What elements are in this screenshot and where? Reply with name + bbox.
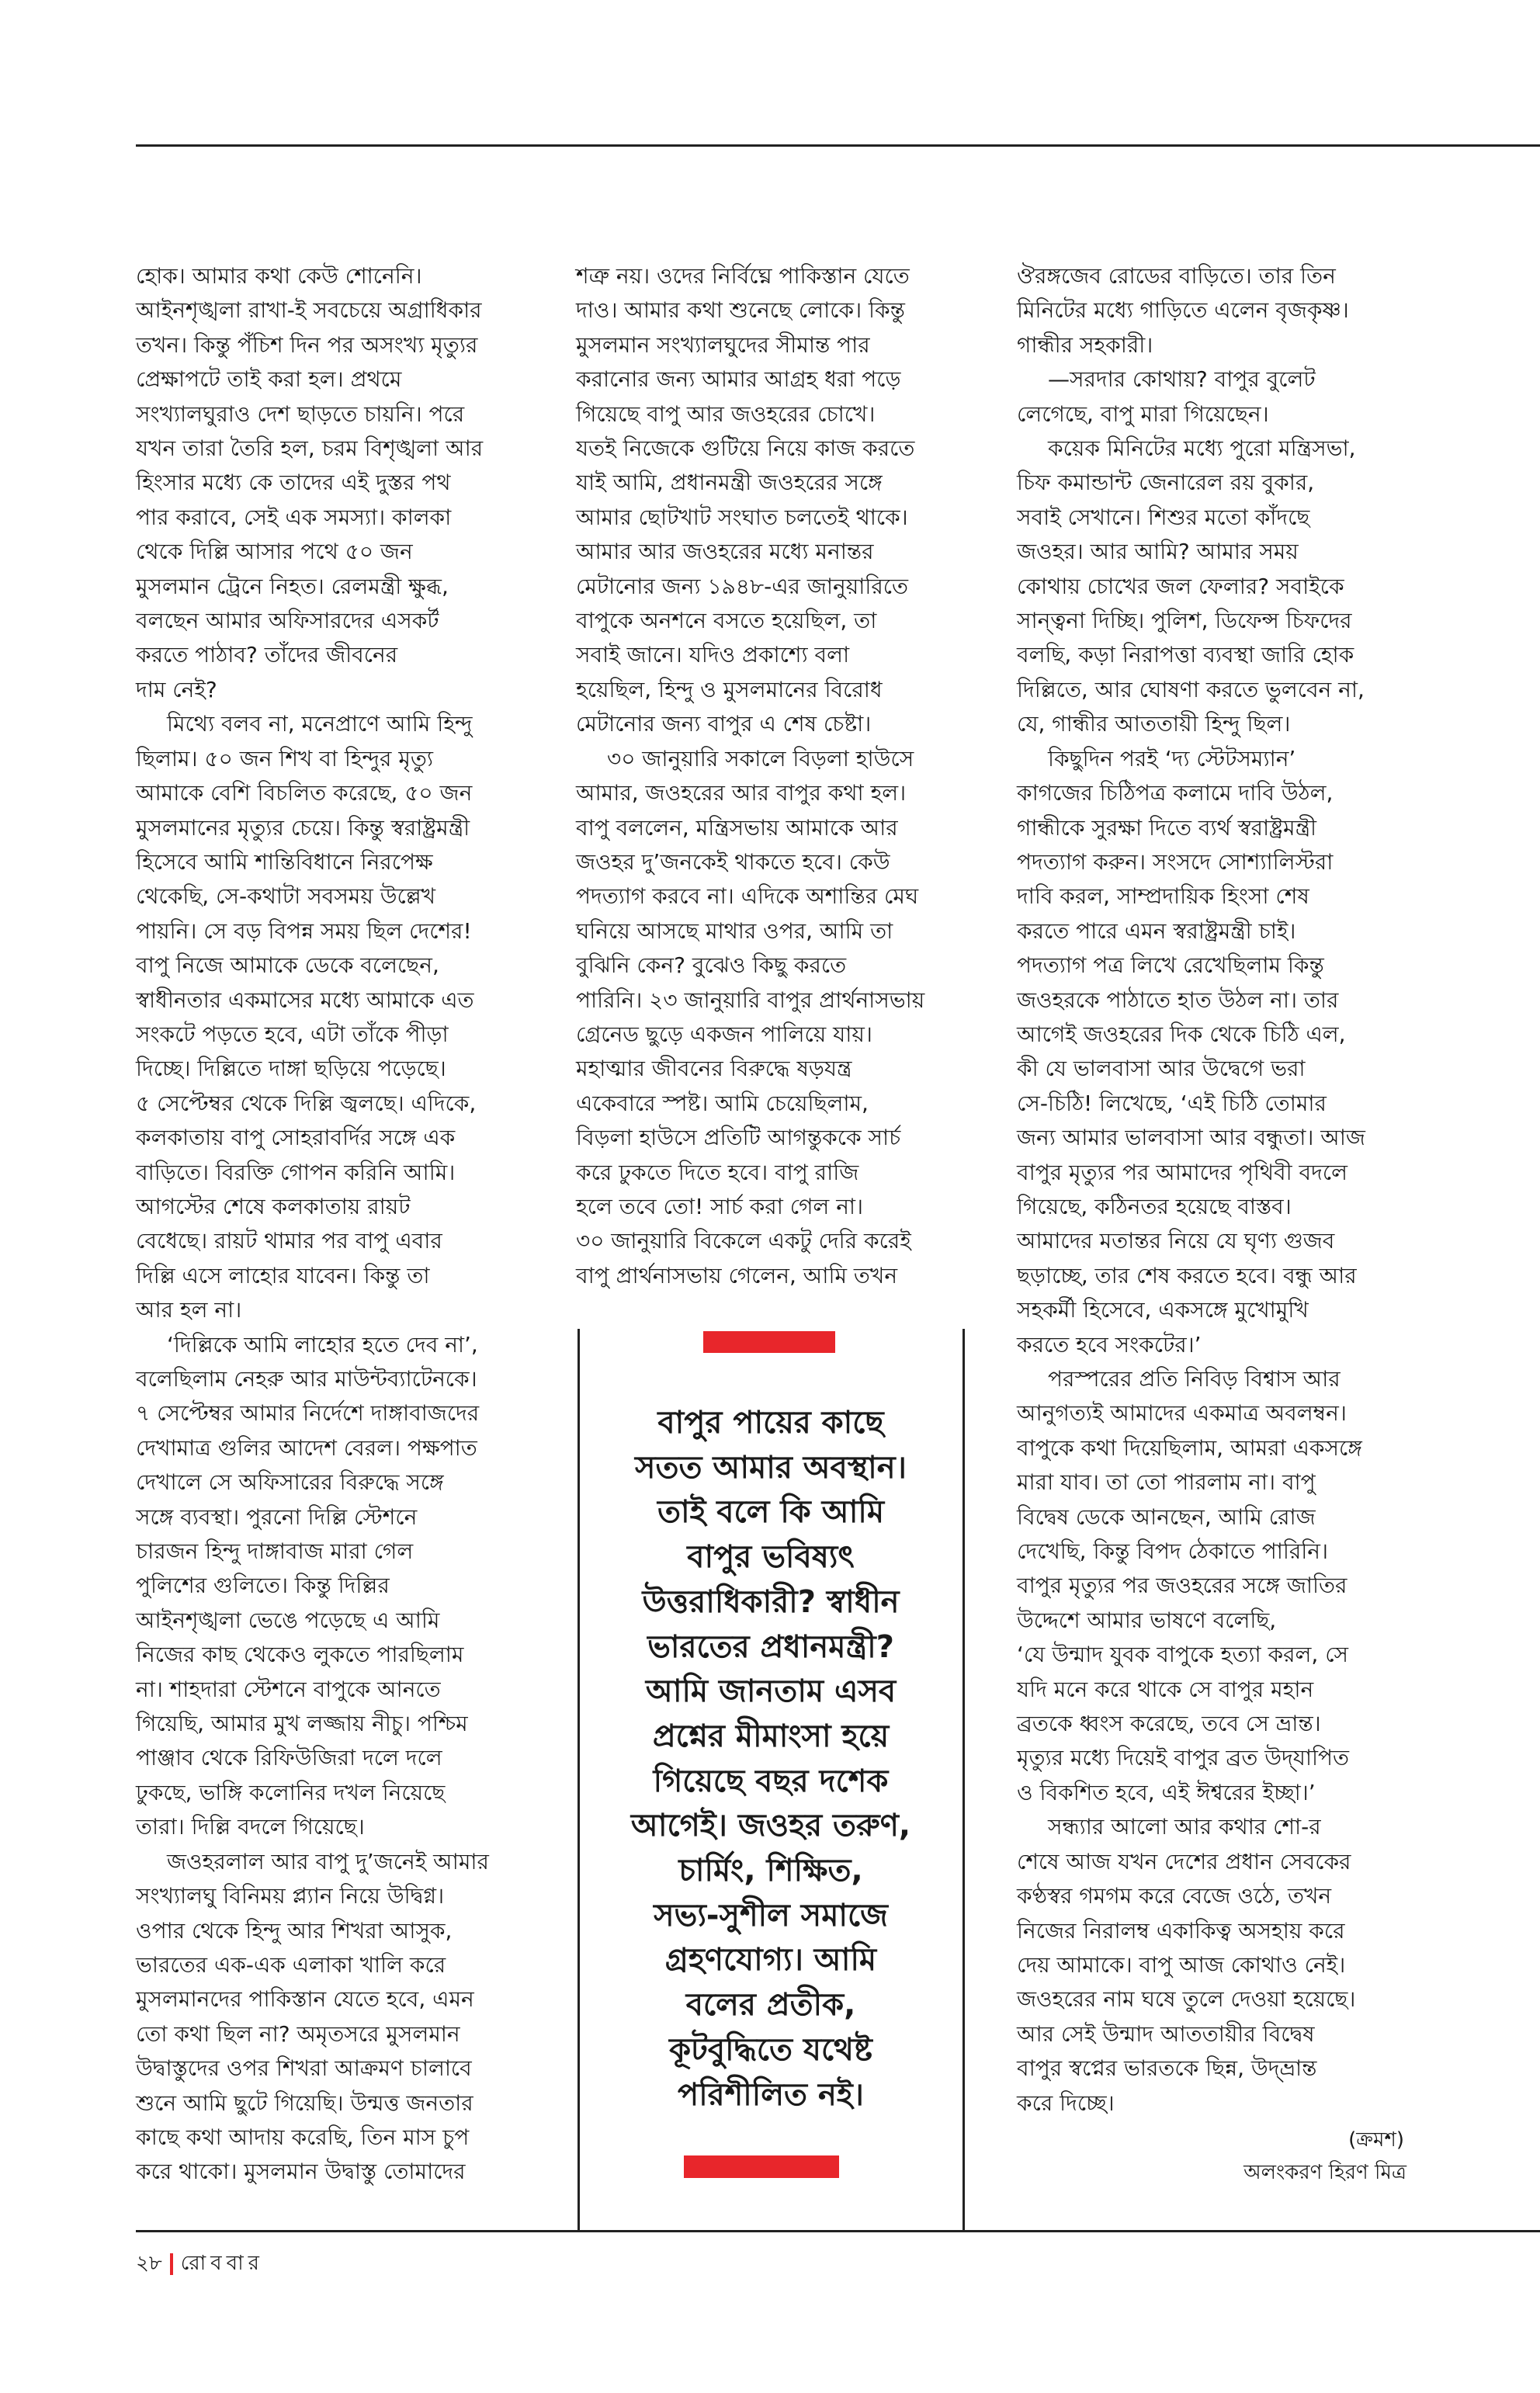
text-line: ‘দিল্লিকে আমি লাহোর হতে দেব না’, (167, 1331, 478, 1358)
text-line: যতই নিজেকে গুটিয়ে নিয়ে কাজ করতে (576, 435, 915, 462)
text-line: দেখালে সে অফিসারের বিরুদ্ধে সঙ্গে (136, 1469, 444, 1496)
text-line: আমার, জওহরের আর বাপুর কথা হল। (576, 780, 907, 806)
illustration-credit: অলংকরণ হিরণ মিত্র (1243, 2161, 1406, 2184)
pull-quote-line: বাপুর ভবিষ্যৎ (687, 1539, 855, 1576)
text-line: সংখ্যালঘুরাও দেশ ছাড়তে চায়নি। পরে (136, 401, 465, 427)
text-line: কাগজের চিঠিপত্র কলামে দাবি উঠল, (1017, 780, 1334, 806)
text-line: কোথায় চোখের জল ফেলার? সবাইকে (1017, 573, 1344, 599)
text-line: শুনে আমি ছুটে গিয়েছি। উন্মত্ত জনতার (136, 2090, 473, 2116)
text-line: ছিলাম। ৫০ জন শিখ বা হিন্দুর মৃত্যু (136, 745, 433, 772)
text-line: গিয়েছে, কঠিনতর হয়েছে বাস্তব। (1017, 1193, 1292, 1219)
text-line: সবাই জানে। যদিও প্রকাশ্যে বলা (576, 642, 850, 668)
text-line: ৩০ জানুয়ারি বিকেলে একটু দেরি করেই (576, 1228, 911, 1254)
text-line: ও বিকশিত হবে, এই ঈশ্বরের ইচ্ছা।’ (1017, 1779, 1316, 1805)
text-line: বুঝিনি কেন? বুঝেও কিছু করতে (576, 952, 847, 979)
text-line: গান্ধীকে সুরক্ষা দিতে ব্যর্থ স্বরাষ্ট্রমন্ত্রী (1017, 814, 1317, 841)
article-column-1 (136, 259, 520, 2190)
paragraph (576, 259, 956, 742)
pull-quote-line: গিয়েছে বছর দশেক (653, 1763, 889, 1799)
text-line: সান্ত্বনা দিচ্ছি। পুলিশ, ডিফেন্স চিফদের (1017, 608, 1352, 634)
text-line: বাপুর মৃত্যুর পর আমাদের পৃথিবী বদলে (1017, 1159, 1348, 1185)
text-line: মুসলমান ট্রেনে নিহত। রেলমন্ত্রী ক্ষুব্ধ, (136, 573, 449, 599)
text-line: ৭ সেপ্টেম্বর আমার নির্দেশে দাঙ্গাবাজদের (136, 1400, 480, 1427)
text-line: বাড়িতে। বিরক্তি গোপন করিনি আমি। (136, 1159, 456, 1185)
text-line: সংকটে পড়তে হবে, এটা তাঁকে পীড়া (136, 1021, 449, 1047)
text-line: আমার ছোটখাট সংঘাত চলতেই থাকে। (576, 504, 908, 530)
text-line: বিদ্বেষ ডেকে আনছেন, আমি রোজ (1017, 1503, 1316, 1530)
pull-quote-line: বাপুর পায়ের কাছে (657, 1405, 884, 1441)
text-line: করতে হবে সংকটের।’ (1017, 1331, 1202, 1358)
paragraph (576, 742, 956, 1294)
text-line: আইনশৃঙ্খলা রাখা-ই সবচেয়ে অগ্রাধিকার (136, 297, 482, 324)
pull-quote-line: সভ্য-সুশীল সমাজে (654, 1897, 888, 1933)
text-line: থেকেছি, সে-কথাটা সবসময় উল্লেখ (136, 883, 436, 910)
text-line: ‘যে উন্মাদ যুবক বাপুকে হত্যা করল, সে (1017, 1642, 1349, 1668)
text-line: কী যে ভালবাসা আর উদ্বেগে ভরা (1017, 1056, 1306, 1082)
text-line: শেষে আজ যখন দেশের প্রধান সেবকের (1017, 1848, 1351, 1875)
text-line: পদত্যাগ পত্র লিখে রেখেছিলাম কিন্তু (1017, 952, 1324, 979)
text-line: মহাত্মার জীবনের বিরুদ্ধে ষড়যন্ত্র (576, 1056, 852, 1082)
page-number: ২৮ (136, 2252, 162, 2275)
text-line: পার করাবে, সেই এক সমস্যা। কালকা (136, 504, 452, 530)
text-line: বিড়লা হাউসে প্রতিটি আগন্তুককে সার্চ (576, 1125, 901, 1151)
pull-quote-line: ভারতের প্রধানমন্ত্রী? (647, 1628, 894, 1665)
text-line: ব্রতকে ধ্বংস করেছে, তবে সে ভ্রান্ত। (1017, 1711, 1321, 1737)
text-line: নিজের নিরালম্ব একাকিত্ব অসহায় করে (1017, 1917, 1345, 1944)
pull-quote-line: আমি জানতাম এসব (645, 1673, 897, 1710)
text-line: মুসলমানদের পাকিস্তান যেতে হবে, এমন (136, 1986, 474, 2013)
text-line: কয়েক মিনিটের মধ্যে পুরো মন্ত্রিসভা, (1048, 435, 1356, 462)
text-line: ঘনিয়ে আসছে মাথার ওপর, আমি তা (576, 917, 893, 944)
text-line: দাম নেই? (136, 676, 217, 702)
text-line: থেকে দিল্লি আসার পথে ৫০ জন (136, 539, 413, 565)
text-line: উদ্দেশে আমার ভাষণে বলেছি, (1017, 1607, 1277, 1633)
text-line: আমাকে বেশি বিচলিত করেছে, ৫০ জন (136, 780, 473, 806)
footer-red-divider (170, 2253, 173, 2275)
text-line: ছড়াচ্ছে, তার শেষ করতে হবে। বন্ধু আর (1017, 1262, 1357, 1288)
text-line: দিল্লিতে, আর ঘোষণা করতে ভুলবেন না, (1017, 676, 1365, 702)
text-line: ঢুকছে, ভাঙ্গি কলোনির দখল নিয়েছে (136, 1779, 446, 1805)
text-line: গ্রেনেড ছুড়ে একজন পালিয়ে যায়। (576, 1021, 872, 1047)
text-line: বাপুকে অনশনে বসতে হয়েছিল, তা (576, 608, 877, 634)
text-line: দিচ্ছে। দিল্লিতে দাঙ্গা ছড়িয়ে পড়েছে। (136, 1056, 446, 1082)
text-line: হিংসার মধ্যে কে তাদের এই দুস্তর পথ (136, 470, 451, 496)
text-line: করানোর জন্য আমার আগ্রহ ধরা পড়ে (576, 366, 901, 393)
pull-quote-line: উত্তরাধিকারী? স্বাধীন (642, 1583, 900, 1620)
text-line: কিছুদিন পরই ‘দ্য স্টেটসম্যান’ (1048, 745, 1296, 772)
paragraph (136, 259, 520, 707)
text-line: পায়নি। সে বড় বিপন্ন সময় ছিল দেশের! (136, 917, 472, 944)
text-line: বাপুর স্বপ্নের ভারতকে ছিন্ন, উদ্‌ভ্রান্ত (1017, 2055, 1317, 2082)
text-line: দেখেছি, কিন্তু বিপদ ঠেকাতে পারিনি। (1017, 1538, 1328, 1565)
text-line: আমার আর জওহরের মধ্যে মনান্তর (576, 539, 874, 565)
paragraph (136, 1845, 520, 2190)
text-line: হোক। আমার কথা কেউ শোনেনি। (136, 263, 422, 289)
page-footer (136, 2247, 264, 2281)
text-line: সংখ্যালঘু বিনিময় প্ল্যান নিয়ে উদ্বিগ্ন। (136, 1883, 445, 1909)
quote-top-red-bar (703, 1331, 835, 1353)
text-line: দিল্লি এসে লাহোর যাবেন। কিন্তু তা (136, 1262, 430, 1288)
text-line: আর হল না। (136, 1297, 242, 1323)
pull-quote-line: চার্মিং, শিক্ষিত, (678, 1853, 863, 1889)
text-line: স্বাধীনতার একমাসের মধ্যে আমাকে এত (136, 987, 474, 1013)
text-line: ৩০ জানুয়ারি সকালে বিড়লা হাউসে (607, 745, 914, 772)
text-line: হয়েছিল, হিন্দু ও মুসলমানের বিরোধ (576, 676, 883, 702)
pull-quote (578, 1401, 963, 2117)
text-line: নিজের কাছ থেকেও লুকতে পারছিলাম (136, 1642, 464, 1668)
text-line: পুলিশের গুলিতে। কিন্তু দিল্লির (136, 1573, 390, 1599)
paragraph (136, 707, 520, 1327)
text-line: দেয় আমাকে। বাপু আজ কোথাও নেই। (1017, 1951, 1346, 1978)
text-line: চারজন হিন্দু দাঙ্গাবাজ মারা গেল (136, 1538, 414, 1565)
text-line: চিফ কমান্ডান্ট জেনারেল রয় বুকার, (1017, 470, 1315, 496)
text-line: দেখামাত্র গুলির আদেশ বেরল। পক্ষপাত (136, 1434, 477, 1461)
text-line: কাছে কথা আদায় করেছি, তিন মাস চুপ (136, 2124, 470, 2150)
text-line: জওহর দু’জনকেই থাকতে হবে। কেউ (576, 848, 890, 875)
text-line: মুসলমান সংখ্যালঘুদের সীমান্ত পার (576, 331, 870, 358)
text-line: গান্ধীর সহকারী। (1017, 331, 1153, 358)
pull-quote-line: আগেই। জওহর তরুণ, (630, 1808, 911, 1844)
text-line: সন্ধ্যার আলো আর কথার শো-র (1048, 1814, 1321, 1840)
text-line: না। শাহদারা স্টেশনে বাপুকে আনতে (136, 1676, 441, 1702)
text-line: মেটানোর জন্য ১৯৪৮-এর জানুয়ারিতে (576, 573, 909, 599)
article-column-3 (1017, 259, 1420, 2121)
text-line: আগস্টের শেষে কলকাতায় রায়ট (136, 1193, 411, 1219)
text-line: আইনশৃঙ্খলা ভেঙে পড়েছে এ আমি (136, 1607, 440, 1633)
text-line: পদত্যাগ করবে না। এদিকে অশান্তির মেঘ (576, 883, 919, 910)
text-line: সহকর্মী হিসেবে, একসঙ্গে মুখোমুখি (1017, 1297, 1309, 1323)
text-line: আনুগত্যই আমাদের একমাত্র অবলম্বন। (1017, 1400, 1347, 1427)
text-line: বাপু নিজে আমাকে ডেকে বলেছেন, (136, 952, 439, 979)
text-line: পরস্পরের প্রতি নিবিড় বিশ্বাস আর (1048, 1366, 1341, 1392)
paragraph (1017, 259, 1420, 362)
text-line: প্রেক্ষাপটে তাই করা হল। প্রথমে (136, 366, 402, 393)
text-line: মিথ্যে বলব না, মনেপ্রাণে আমি হিন্দু (167, 711, 473, 737)
text-line: বলেছিলাম নেহরু আর মাউন্টব্যাটেনকে। (136, 1366, 477, 1392)
text-line: দাবি করল, সাম্প্রদায়িক হিংসা শেষ (1017, 883, 1309, 910)
text-line: সে-চিঠি! লিখেছে, ‘এই চিঠি তোমার (1017, 1090, 1327, 1116)
text-line: জওহরকে পাঠাতে হাত উঠল না। তার (1017, 987, 1339, 1013)
text-line: আমাদের মতান্তর নিয়ে যে ঘৃণ্য গুজব (1017, 1228, 1335, 1254)
text-line: দাও। আমার কথা শুনেছে লোকে। কিন্তু (576, 297, 905, 324)
text-line: যদি মনে করে থাকে সে বাপুর মহান (1017, 1676, 1314, 1702)
top-rule (136, 144, 1540, 147)
text-line: গিয়েছে বাপু আর জওহরের চোখে। (576, 401, 876, 427)
paragraph (1017, 362, 1420, 432)
text-line: কলকাতায় বাপু সোহরাবর্দির সঙ্গে এক (136, 1125, 456, 1151)
paragraph (1017, 1810, 1420, 2121)
pull-quote-line: তাই বলে কি আমি (657, 1494, 885, 1531)
bottom-rule (136, 2230, 1540, 2232)
text-line: তো কথা ছিল না? অমৃতসরে মুসলমান (136, 2020, 460, 2047)
text-line: যে, গান্ধীর আততায়ী হিন্দু ছিল। (1017, 711, 1291, 737)
text-line: মিনিটের মধ্যে গাড়িতে এলেন বৃজকৃষ্ণ। (1017, 297, 1349, 324)
text-line: আগেই জওহরের দিক থেকে চিঠি এল, (1017, 1021, 1346, 1047)
text-line: মৃত্যুর মধ্যে দিয়েই বাপুর ব্রত উদ্‌যাপিত (1017, 1745, 1350, 1771)
text-line: জন্য আমার ভালবাসা আর বন্ধুতা। আজ (1017, 1125, 1365, 1151)
text-line: ঔরঙ্গজেব রোডের বাড়িতে। তার তিন (1017, 263, 1336, 289)
magazine-name: রোববার (180, 2252, 264, 2275)
text-line: বাপুকে কথা দিয়েছিলাম, আমরা একসঙ্গে (1017, 1434, 1362, 1461)
text-line: উদ্বাস্তুদের ওপর শিখরা আক্রমণ চালাবে (136, 2055, 472, 2082)
text-line: বলছেন আমার অফিসারদের এসকর্ট (136, 608, 439, 634)
text-line: সবাই সেখানে। শিশুর মতো কাঁদছে (1017, 504, 1310, 530)
paragraph (136, 1328, 520, 1845)
text-line: বাপু প্রার্থনাসভায় গেলেন, আমি তখন (576, 1262, 898, 1288)
text-line: জওহর। আর আমি? আমার সময় (1017, 539, 1299, 565)
text-line: গিয়েছি, আমার মুখ লজ্জায় নীচু। পশ্চিম (136, 1711, 468, 1737)
continued-note: (ক্রমশ) (1348, 2128, 1404, 2152)
text-line: হলে তবে তো! সার্চ করা গেল না। (576, 1193, 864, 1219)
article-column-2 (576, 259, 956, 1293)
text-line: করে থাকো। মুসলমান উদ্বাস্তু তোমাদের (136, 2159, 466, 2185)
text-line: ভারতের এক-এক এলাকা খালি করে (136, 1951, 446, 1978)
text-line: মেটানোর জন্য বাপুর এ শেষ চেষ্টা। (576, 711, 872, 737)
pull-quote-line: বলের প্রতীক, (685, 1987, 856, 2024)
text-line: বাপুর মৃত্যুর পর জওহরের সঙ্গে জাতির (1017, 1573, 1348, 1599)
text-line: পদত্যাগ করুন। সংসদে সোশ্যালিস্টরা (1017, 848, 1334, 875)
pull-quote-line: কূটবুদ্ধিতে যথেষ্ট (669, 2031, 872, 2068)
text-line: বাপু বললেন, মন্ত্রিসভায় আমাকে আর (576, 814, 898, 841)
text-line: সঙ্গে ব্যবস্থা। পুরনো দিল্লি স্টেশনে (136, 1503, 418, 1530)
text-line: ৫ সেপ্টেম্বর থেকে দিল্লি জ্বলছে। এদিকে, (136, 1090, 477, 1116)
paragraph (1017, 742, 1420, 1362)
text-line: হিসেবে আমি শান্তিবিধানে নিরপেক্ষ (136, 848, 433, 875)
text-line: একেবারে স্পষ্ট। আমি চেয়েছিলাম, (576, 1090, 869, 1116)
text-line: মারা যাব। তা তো পারলাম না। বাপু (1017, 1469, 1316, 1496)
text-line: যখন তারা তৈরি হল, চরম বিশৃঙ্খলা আর (136, 435, 484, 462)
text-line: আর সেই উন্মাদ আততায়ীর বিদ্বেষ (1017, 2020, 1315, 2047)
text-line: করতে পারে এমন স্বরাষ্ট্রমন্ত্রী চাই। (1017, 917, 1296, 944)
quote-bottom-red-bar (684, 2155, 839, 2178)
text-line: মুসলমানের মৃত্যুর চেয়ে। কিন্তু স্বরাষ্ট্রমন্ত্রী (136, 814, 470, 841)
paragraph (1017, 432, 1420, 742)
text-line: করে ঢুকতে দিতে হবে। বাপু রাজি (576, 1159, 859, 1185)
text-line: ওপার থেকে হিন্দু আর শিখরা আসুক, (136, 1917, 453, 1944)
pull-quote-line: গ্রহণযোগ্য। আমি (664, 1942, 877, 1979)
pull-quote-line: প্রশ্নের মীমাংসা হয়ে (652, 1718, 890, 1754)
text-line: তারা। দিল্লি বদলে গিয়েছে। (136, 1814, 365, 1840)
text-line: জওহরের নাম ঘষে তুলে দেওয়া হয়েছে। (1017, 1986, 1356, 2013)
text-line: —সরদার কোথায়? বাপুর বুলেট (1048, 366, 1316, 393)
pull-quote-line: পরিশীলিত নই। (678, 2076, 864, 2113)
text-line: লেগেছে, বাপু মারা গিয়েছেন। (1017, 401, 1269, 427)
text-line: বেধেছে। রায়ট থামার পর বাপু এবার (136, 1228, 442, 1254)
text-line: কণ্ঠস্বর গমগম করে বেজে ওঠে, তখন (1017, 1883, 1332, 1909)
text-line: তখন। কিন্তু পঁচিশ দিন পর অসংখ্য মৃত্যুর (136, 331, 478, 358)
text-line: করে দিচ্ছে। (1017, 2090, 1115, 2116)
text-line: করতে পাঠাব? তাঁদের জীবনের (136, 642, 398, 668)
text-line: শত্রু নয়। ওদের নির্বিঘ্নে পাকিস্তান যেতে (576, 263, 910, 289)
text-line: যাই আমি, প্রধানমন্ত্রী জওহরের সঙ্গে (576, 470, 883, 496)
text-line: জওহরলাল আর বাপু দু’জনেই আমার (167, 1848, 489, 1875)
text-line: বলছি, কড়া নিরাপত্তা ব্যবস্থা জারি হোক (1017, 642, 1354, 668)
text-line: পাঞ্জাব থেকে রিফিউজিরা দলে দলে (136, 1745, 442, 1771)
pull-quote-line: সতত আমার অবস্থান। (635, 1449, 907, 1486)
paragraph (1017, 1362, 1420, 1810)
text-line: পারিনি। ২৩ জানুয়ারি বাপুর প্রার্থনাসভায় (576, 987, 925, 1013)
